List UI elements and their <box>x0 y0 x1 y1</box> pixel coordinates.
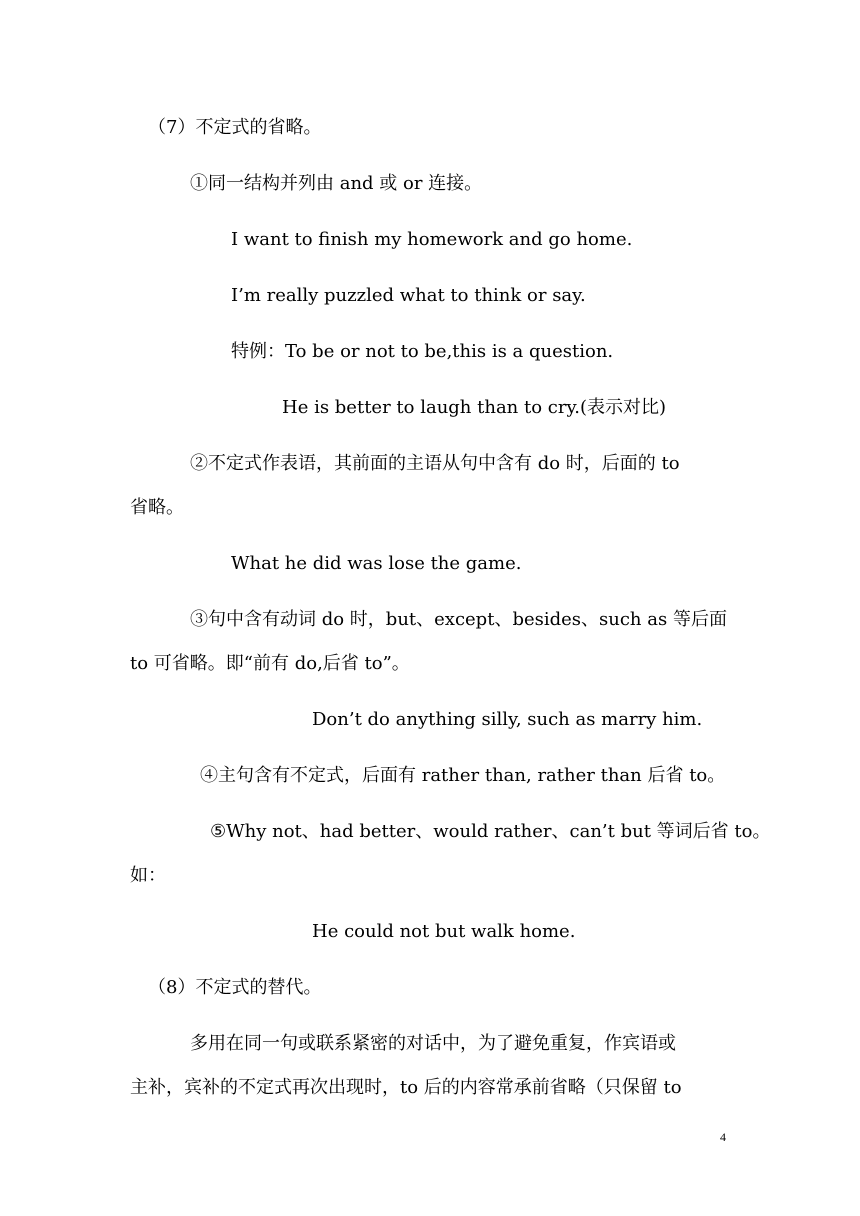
rule-5: ⑤Why not、had better、would rather、can’t but 等词后省 to。 <box>210 821 771 842</box>
paragraph-line: 多用在同一句或联系紧密的对话中，为了避免重复，作宾语或 <box>190 1033 676 1054</box>
example-sentence: Don’t do anything silly, such as marry him. <box>312 709 703 730</box>
rule-3-continuation: to 可省略。即“前有 do,后省 to”。 <box>130 653 410 674</box>
example-sentence: I’m really puzzled what to think or say. <box>231 285 586 306</box>
rule-3: ③句中含有动词 do 时，but、except、besides、such as 等后面 <box>190 609 727 630</box>
paragraph-line: 主补，宾补的不定式再次出现时，to 后的内容常承前省略（只保留 to <box>130 1077 682 1098</box>
rule-1: ①同一结构并列由 and 或 or 连接。 <box>190 173 483 194</box>
section-heading-7: （7）不定式的省略。 <box>148 117 322 138</box>
example-sentence: What he did was lose the game. <box>231 553 522 574</box>
rule-5-continuation: 如： <box>130 865 166 886</box>
special-case: 特例：To be or not to be,this is a question. <box>231 341 614 362</box>
rule-4: ④主句含有不定式，后面有 rather than, rather than 后省 to。 <box>200 765 726 786</box>
example-sentence: I want to finish my homework and go home. <box>231 229 633 250</box>
example-sentence: He could not but walk home. <box>312 921 576 942</box>
section-heading-8: （8）不定式的替代。 <box>148 977 322 998</box>
rule-2-continuation: 省略。 <box>130 497 184 518</box>
example-sentence: He is better to laugh than to cry.(表示对比) <box>282 397 667 418</box>
page-number: 4 <box>720 1130 726 1144</box>
rule-2: ②不定式作表语，其前面的主语从句中含有 do 时，后面的 to <box>190 453 680 474</box>
